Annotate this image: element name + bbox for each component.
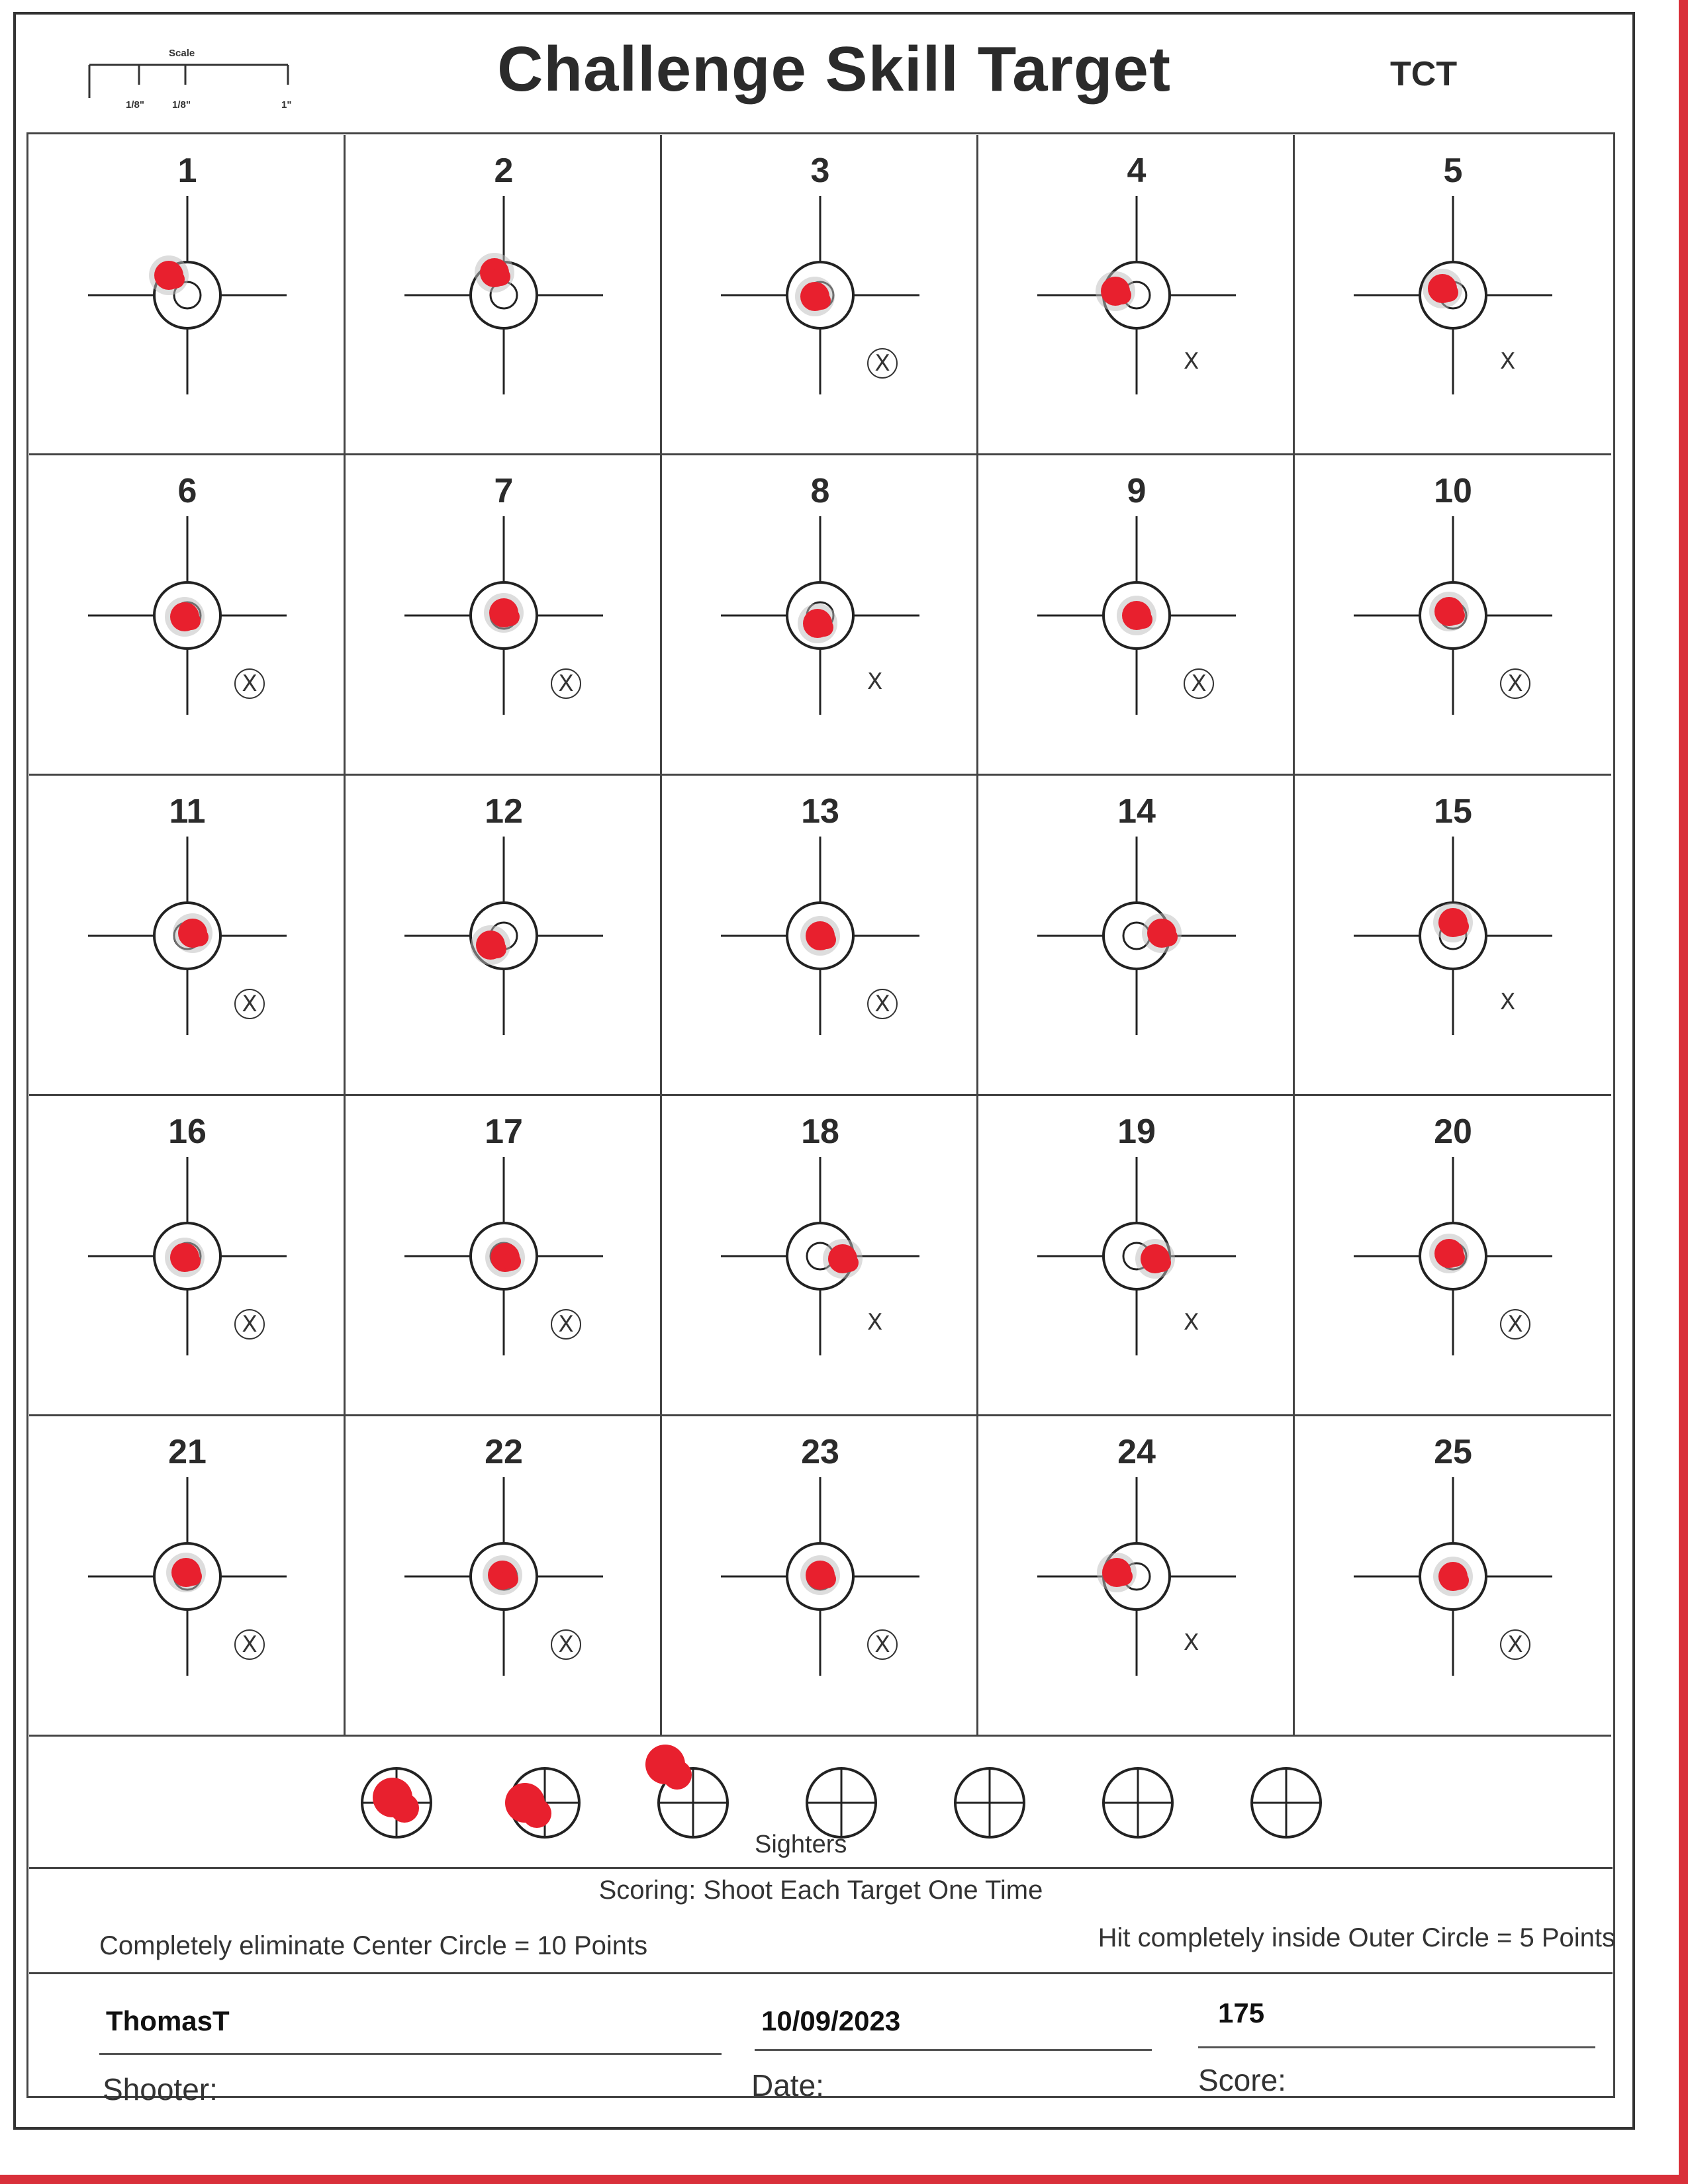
hit-mark (815, 618, 833, 637)
target-cell (978, 135, 1295, 455)
bullseye-target (29, 776, 346, 1096)
hit-mark (501, 608, 520, 626)
sighter-hit (663, 1760, 692, 1790)
bullseye-target (346, 776, 662, 1096)
sighter-hit (390, 1794, 419, 1823)
hit-mark (1152, 1253, 1171, 1272)
hit-mark (812, 291, 831, 310)
hit-mark (1450, 1571, 1469, 1590)
page-edge-right (1679, 0, 1688, 2184)
target-number: 4 (1127, 152, 1147, 190)
target-number: 2 (494, 152, 514, 190)
score-label: Score: (1198, 2063, 1286, 2097)
target-cell (662, 135, 978, 455)
target-number: 12 (485, 792, 523, 831)
score-check-mark: X (1500, 1309, 1530, 1340)
target-cell (346, 1096, 662, 1416)
hit-mark (492, 267, 510, 286)
score-check-mark: X (1500, 1629, 1530, 1660)
page-edge-bottom (0, 2175, 1688, 2184)
hit-mark (500, 1570, 518, 1588)
target-number: 17 (485, 1113, 523, 1151)
hit-mark (166, 270, 185, 289)
score-check-mark: X (1184, 668, 1214, 699)
target-number: 3 (810, 152, 830, 190)
target-cell (346, 776, 662, 1096)
hit-mark (183, 1567, 202, 1586)
bullseye-target (29, 1416, 346, 1737)
rules-divider (29, 1972, 1613, 1974)
hit-mark (1113, 286, 1131, 304)
target-number: 23 (801, 1433, 839, 1471)
target-number: 14 (1117, 792, 1156, 831)
bullseye-target (29, 455, 346, 776)
hit-mark (502, 1252, 521, 1271)
score-check-mark: X (234, 1629, 265, 1660)
target-number: 5 (1443, 152, 1463, 190)
hit-mark (190, 928, 209, 946)
target-number: 18 (801, 1113, 839, 1151)
bullseye-target (978, 1416, 1295, 1737)
target-cell (662, 1096, 978, 1416)
date-line (755, 2049, 1152, 2051)
target-cell (29, 1416, 346, 1737)
score-check-mark: X (1184, 1629, 1199, 1656)
hit-mark (818, 1570, 836, 1588)
bullseye-target (978, 455, 1295, 776)
hit-mark (1134, 610, 1152, 629)
target-number: 11 (169, 792, 206, 831)
bullseye-target (1295, 1416, 1611, 1737)
target-number: 21 (168, 1433, 207, 1471)
target-number: 25 (1434, 1433, 1472, 1471)
hit-mark (1114, 1567, 1133, 1586)
hit-mark (182, 612, 201, 630)
hit-mark (1446, 606, 1465, 625)
target-number: 7 (494, 472, 514, 510)
target-number: 10 (1434, 472, 1472, 510)
hit-mark (1446, 1248, 1465, 1267)
scoring-rule-outer: Hit completely inside Outer Circle = 5 Points (1098, 1923, 1615, 1952)
target-cell (1295, 1416, 1611, 1737)
bullseye-target (346, 1416, 662, 1737)
scoring-title: Scoring: Shoot Each Target One Time (598, 1876, 1043, 1905)
target-cell (662, 1416, 978, 1737)
target-cell (1295, 776, 1611, 1096)
target-number: 15 (1434, 792, 1472, 831)
score-check-mark: X (867, 668, 883, 695)
hit-mark (1450, 917, 1469, 936)
target-cell (1295, 1096, 1611, 1416)
shooter-value: ThomasT (106, 2005, 230, 2036)
hit-mark (182, 1252, 201, 1271)
bullseye-target (29, 1096, 346, 1416)
scale-title: Scale (169, 48, 195, 59)
score-check-mark: X (234, 989, 265, 1019)
bullseye-target (662, 776, 978, 1096)
target-cell (29, 135, 346, 455)
hit-mark (840, 1253, 859, 1272)
bullseye-target (1295, 455, 1611, 776)
scale-mark-1: 1/8" (126, 99, 144, 111)
score-check-mark: X (1500, 668, 1530, 699)
score-check-mark: X (234, 668, 265, 699)
target-cell (662, 455, 978, 776)
scale-mark-3: 1" (281, 99, 292, 111)
target-number: 19 (1117, 1113, 1156, 1151)
target-cell (29, 1096, 346, 1416)
bullseye-target (29, 135, 346, 455)
score-check-mark: X (1184, 1309, 1199, 1336)
score-check-mark: X (867, 348, 898, 379)
score-check-mark: X (551, 668, 581, 699)
sighters-label: Sighters (755, 1831, 847, 1858)
bullseye-target (978, 1096, 1295, 1416)
bullseye-target (662, 1416, 978, 1737)
scoring-rule-center: Completely eliminate Center Circle = 10 Points (99, 1931, 648, 1960)
score-check-mark: X (1500, 989, 1516, 1015)
target-cell (346, 455, 662, 776)
target-cell (978, 1416, 1295, 1737)
target-cell (1295, 455, 1611, 776)
hit-mark (1440, 283, 1458, 302)
bullseye-target (346, 135, 662, 455)
scale-mark-2: 1/8" (172, 99, 191, 111)
target-cell (29, 776, 346, 1096)
target-number: 9 (1127, 472, 1147, 510)
date-value: 10/09/2023 (761, 2005, 901, 2036)
target-cell (978, 1096, 1295, 1416)
target-code: TCT (1390, 55, 1458, 93)
target-number: 8 (810, 472, 830, 510)
page-title: Challenge Skill Target (497, 34, 1171, 105)
target-cell (978, 455, 1295, 776)
target-number: 6 (177, 472, 197, 510)
score-check-mark: X (551, 1309, 581, 1340)
shooter-line (99, 2053, 722, 2055)
bullseye-target (978, 135, 1295, 455)
scale-legend (79, 46, 298, 119)
target-number: 16 (168, 1113, 207, 1151)
bullseye-target (346, 1096, 662, 1416)
target-cell (29, 455, 346, 776)
bullseye-target (978, 776, 1295, 1096)
target-cell (662, 776, 978, 1096)
target-number: 22 (485, 1433, 523, 1471)
bullseye-target (662, 1096, 978, 1416)
date-label: Date: (751, 2068, 824, 2103)
target-cell (346, 1416, 662, 1737)
target-cell (1295, 135, 1611, 455)
score-check-mark: X (1500, 348, 1516, 375)
target-cell (346, 135, 662, 455)
target-number: 13 (801, 792, 839, 831)
score-check-mark: X (867, 989, 898, 1019)
bullseye-target (1295, 135, 1611, 455)
shooter-label: Shooter: (103, 2072, 218, 2107)
target-cell (978, 776, 1295, 1096)
sighter-hit (522, 1799, 551, 1828)
target-grid (29, 135, 1613, 1737)
bullseye-target (1295, 776, 1611, 1096)
bullseye-target (346, 455, 662, 776)
score-line (1198, 2046, 1595, 2048)
bullseye-target (662, 135, 978, 455)
target-number: 24 (1117, 1433, 1156, 1471)
bullseye-target (1295, 1096, 1611, 1416)
score-check-mark: X (867, 1309, 883, 1336)
score-check-mark: X (551, 1629, 581, 1660)
target-number: 1 (177, 152, 197, 190)
hit-mark (488, 940, 506, 958)
score-check-mark: X (867, 1629, 898, 1660)
score-check-mark: X (1184, 348, 1199, 375)
score-value: 175 (1218, 1997, 1265, 2028)
bullseye-target (662, 455, 978, 776)
score-check-mark: X (234, 1309, 265, 1340)
hit-mark (1159, 928, 1178, 946)
target-number: 20 (1434, 1113, 1472, 1151)
hit-mark (818, 931, 836, 949)
